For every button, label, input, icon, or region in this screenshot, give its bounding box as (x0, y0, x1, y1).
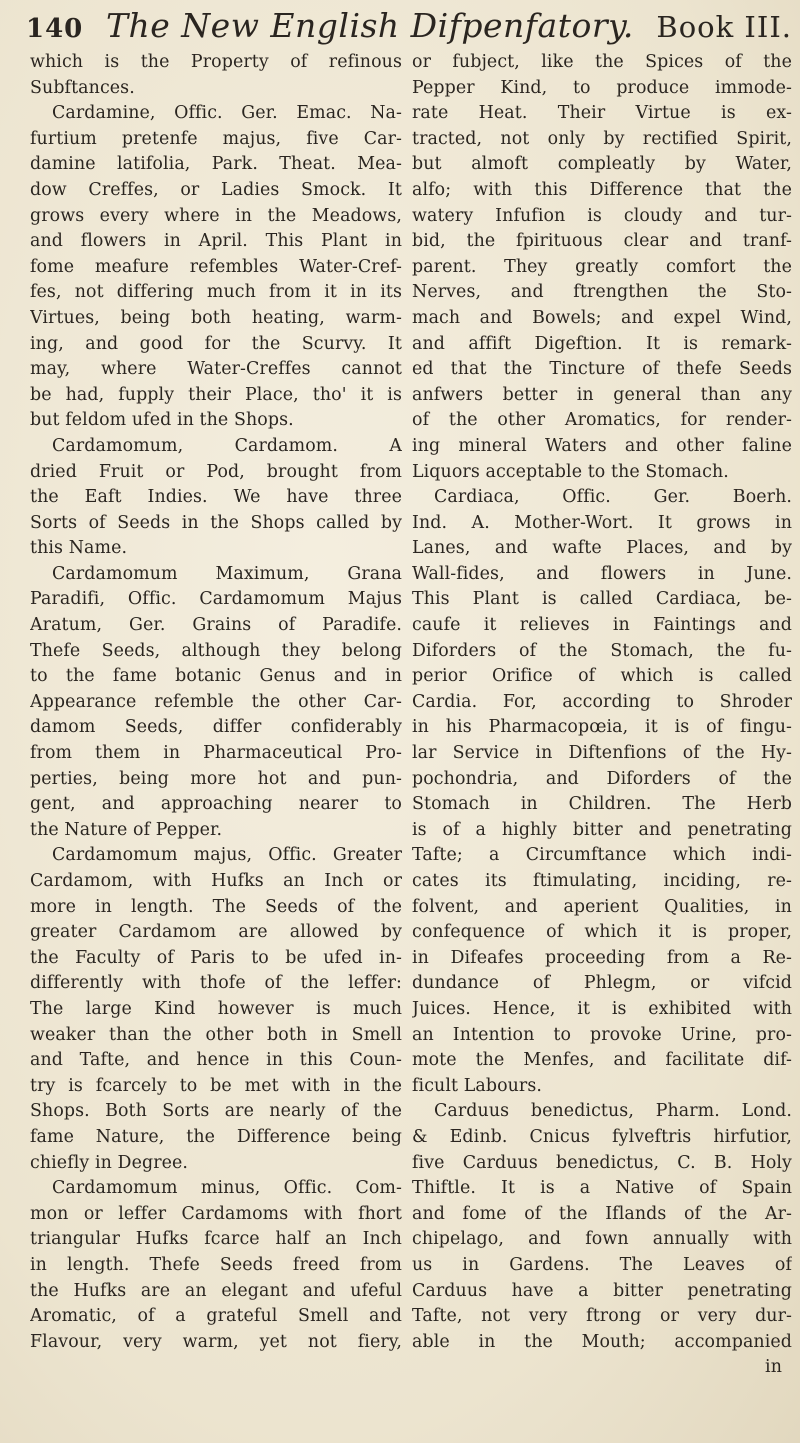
right-column-line: or fubject, like the Spices of the (412, 52, 792, 72)
left-column-line: and Tafte, and hence in this Coun- (30, 1050, 402, 1071)
left-column-line: weaker than the other both in Smell (30, 1024, 402, 1045)
right-column-line: ed that the Tincture of thefe Seeds (412, 359, 792, 380)
page-number: 140 (26, 14, 84, 44)
right-column-line: dundance of Phlegm, or vifcid (412, 973, 792, 994)
right-column-line: Tafte, not very ftrong or very dur- (412, 1306, 792, 1327)
left-column (30, 50, 402, 1355)
right-column-line: is of a highly bitter and penetrating (412, 819, 792, 840)
right-column-line: This Plant is called Cardiaca, be- (412, 589, 792, 610)
left-column-line: may, where Water-Creffes cannot (30, 359, 402, 380)
left-column-line: mon or leffer Cardamoms with fhort (30, 1203, 402, 1224)
right-column-line: but almoft compleatly by Water, (412, 154, 792, 175)
left-column-line: the Eaft Indies. We have three (30, 487, 402, 508)
right-column-line: Stomach in Children. The Herb (412, 794, 792, 815)
left-column-line: greater Cardamom are allowed by (30, 922, 402, 943)
right-column-line: us in Gardens. The Leaves of (412, 1254, 792, 1275)
left-column-line: more in length. The Seeds of the (30, 896, 402, 917)
left-column-line: Cardamomum minus, Offic. Com- (52, 1178, 402, 1199)
right-column-line: Nerves, and ftrengthen the Sto- (412, 282, 792, 303)
right-column-line: of the other Aromatics, for render- (412, 410, 792, 431)
right-column-line: Diforders of the Stomach, the fu- (412, 640, 792, 661)
left-column-line: Paradifi, Offic. Cardamomum Majus (30, 589, 402, 610)
left-column-line: but feldom ufed in the Shops. (30, 410, 294, 431)
left-column-line: Sorts of Seeds in the Shops called by (30, 512, 402, 533)
right-column-line: five Carduus benedictus, C. B. Holy (412, 1152, 792, 1173)
right-column-line: rate Heat. Their Virtue is ex- (412, 103, 792, 124)
left-column-line: dried Fruit or Pod, brought from (30, 461, 402, 482)
left-column-line: this Name. (30, 538, 128, 559)
right-column (412, 50, 792, 1381)
left-column-line: Cardamomum majus, Offic. Greater (52, 845, 402, 866)
left-column-line: the Hufks are an elegant and ufeful (30, 1280, 402, 1301)
right-column-line: tracted, not only by rectified Spirit, (412, 128, 792, 149)
left-column-line: Appearance refemble the other Car- (30, 691, 402, 712)
left-column-line: perties, being more hot and pun- (30, 768, 402, 789)
right-column-line: Lanes, and wafte Places, and by (412, 538, 792, 559)
left-column-line: Cardamomum Maximum, Grana (52, 563, 402, 584)
right-column-line: parent. They greatly comfort the (412, 256, 792, 277)
left-column-line: chiefly in Degree. (30, 1152, 189, 1173)
right-column-line: Liquors acceptable to the Stomach. (412, 461, 729, 482)
left-column-line: damom Seeds, differ confiderably (30, 717, 402, 738)
running-title: The New English Difpenfatory. (106, 6, 634, 45)
right-column-line: Pepper Kind, to produce immode- (412, 77, 792, 98)
left-column-line: furtium pretenfe majus, five Car- (30, 128, 402, 149)
right-column-line: lar Service in Diftenfions of the Hy- (412, 743, 792, 764)
left-column-line: Cardamomum, Cardamom. A (52, 435, 402, 456)
left-column-line: try is fcarcely to be met with in the (30, 1075, 402, 1096)
right-column-line: cates its ftimulating, inciding, re- (412, 871, 792, 891)
left-column-line: Shops. Both Sorts are nearly of the (30, 1101, 402, 1122)
right-column-line: Cardia. For, according to Shroder (412, 691, 792, 712)
right-column-line: chipelago, and fown annually with (412, 1229, 792, 1250)
book-label: Book III. (656, 10, 792, 44)
right-column-line: alfo; with this Difference that the (412, 179, 792, 200)
right-column-line: caufe it relieves in Faintings and (412, 615, 792, 636)
right-column-line: Ind. A. Mother-Wort. It grows in (412, 512, 792, 533)
right-column-line: able in the Mouth; accompanied (412, 1331, 792, 1352)
left-column-line: gent, and approaching nearer to (30, 794, 402, 815)
right-column-line: & Edinb. Cnicus fylveftris hirfutior, (412, 1126, 792, 1147)
left-column-line: the Faculty of Paris to be ufed in- (30, 947, 402, 968)
left-column-line: damine latifolia, Park. Theat. Mea- (30, 154, 402, 175)
right-column-line: confequence of which it is proper, (412, 922, 792, 943)
right-column-line: Tafte; a Circumftance which indi- (412, 845, 792, 866)
right-column-line: Carduus have a bitter penetrating (412, 1280, 792, 1301)
left-column-line: in length. Thefe Seeds freed from (30, 1254, 402, 1275)
right-column-line: Juices. Hence, it is exhibited with (412, 998, 792, 1019)
right-column-line: Cardiaca, Offic. Ger. Boerh. (434, 487, 792, 508)
left-column-line: and flowers in April. This Plant in (30, 231, 402, 252)
left-column-line: fome meafure refembles Water-Cref- (30, 256, 402, 277)
left-column-line: dow Creffes, or Ladies Smock. It (30, 179, 402, 200)
left-column-line: from them in Pharmaceutical Pro- (30, 743, 402, 764)
left-column-line: Cardamine, Offic. Ger. Emac. Na- (52, 103, 402, 124)
left-column-line: which is the Property of refinous (30, 52, 402, 72)
right-column-line: in (765, 1357, 782, 1378)
left-column-line: fes, not differing much from it in its (30, 282, 402, 303)
left-column-line: grows every where in the Meadows, (30, 205, 402, 226)
right-column-line: and fome of the Iflands of the Ar- (412, 1203, 792, 1224)
left-column-line: be had, fupply their Place, tho' it is (30, 384, 402, 405)
left-column-line: triangular Hufks fcarce half an Inch (30, 1229, 402, 1250)
right-column-line: anfwers better in general than any (412, 384, 792, 405)
right-column-line: Carduus benedictus, Pharm. Lond. (434, 1101, 792, 1122)
right-column-line: ing mineral Waters and other faline (412, 435, 792, 456)
right-column-line: in his Pharmacopœia, it is of fingu- (412, 717, 792, 738)
right-column-line: folvent, and aperient Qualities, in (412, 896, 792, 917)
right-column-line: in Difeafes proceeding from a Re- (412, 947, 792, 968)
left-column-line: Subftances. (30, 77, 135, 98)
page-header (18, 4, 798, 46)
right-column-line: watery Infufion is cloudy and tur- (412, 205, 792, 226)
right-column-line: Thiftle. It is a Native of Spain (412, 1178, 792, 1199)
left-column-line: The large Kind however is much (30, 998, 402, 1019)
right-column-line: pochondria, and Diforders of the (412, 768, 792, 789)
left-column-line: the Nature of Pepper. (30, 819, 223, 840)
left-column-line: Flavour, very warm, yet not fiery, (30, 1331, 402, 1352)
left-column-line: ing, and good for the Scurvy. It (30, 333, 402, 354)
right-column-line: mote the Menfes, and facilitate dif- (412, 1050, 792, 1071)
right-column-line: and affift Digeftion. It is remark- (412, 333, 792, 354)
left-column-line: differently with thofe of the leffer: (30, 973, 402, 994)
left-column-line: fame Nature, the Difference being (30, 1126, 402, 1147)
right-column-line: perior Orifice of which is called (412, 666, 792, 687)
left-column-line: Thefe Seeds, although they belong (30, 640, 402, 661)
left-column-line: Cardamom, with Hufks an Inch or (30, 871, 402, 891)
right-column-line: an Intention to provoke Urine, pro- (412, 1024, 792, 1045)
right-column-line: Wall-fides, and flowers in June. (412, 563, 792, 584)
left-column-line: to the fame botanic Genus and in (30, 666, 402, 687)
right-column-line: bid, the fpirituous clear and tranf- (412, 231, 792, 252)
right-column-line: mach and Bowels; and expel Wind, (412, 307, 792, 328)
right-column-line: ficult Labours. (412, 1075, 543, 1096)
left-column-line: Aromatic, of a grateful Smell and (30, 1306, 402, 1327)
left-column-line: Virtues, being both heating, warm- (30, 307, 402, 328)
left-column-line: Aratum, Ger. Grains of Paradife. (30, 615, 402, 636)
